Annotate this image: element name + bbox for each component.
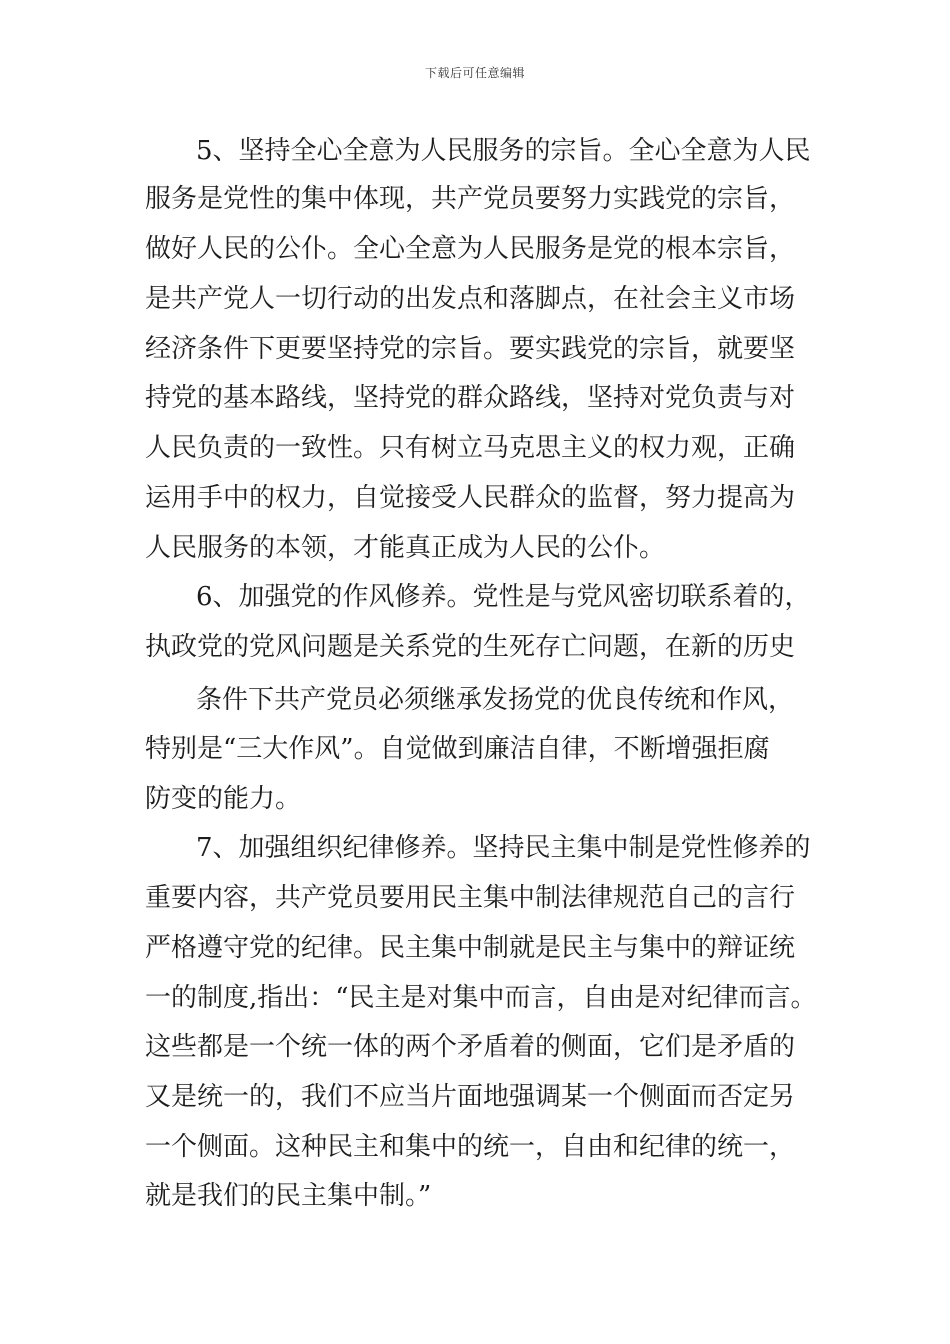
page-header: 下载后可任意编辑: [424, 66, 525, 80]
paragraph-5-line-8: 运用手中的权力，自觉接受人民群众的监督，努力提高为: [145, 483, 796, 513]
paragraph-6-line-2: 执政党的党风问题是关系党的生死存亡问题，在新的历史: [145, 632, 796, 662]
paragraph-6-line-5: 防变的能力。: [145, 784, 302, 814]
paragraph-5-line-7: 人民负责的一致性。只有树立马克思主义的权力观，正确: [145, 433, 796, 463]
paragraph-5-line-6: 持党的基本路线，坚持党的群众路线，坚持对党负责与对: [145, 383, 796, 413]
paragraph-7-line-3: 严格遵守党的纪律。民主集中制就是民主与集中的辩证统: [145, 933, 796, 963]
paragraph-6-line-1: 6、加强党的作风修养。党性是与党风密切联系着的，: [196, 582, 811, 612]
paragraph-6-line-4: 特别是“三大作风”。自觉做到廉洁自律，不断增强拒腐: [145, 734, 770, 764]
paragraph-5-line-4: 是共产党人一切行动的出发点和落脚点，在社会主义市场: [145, 284, 796, 314]
paragraph-5-line-3: 做好人民的公仆。全心全意为人民服务是党的根本宗旨，: [145, 234, 796, 264]
paragraph-5-line-1: 5、坚持全心全意为人民服务的宗旨。全心全意为人民: [196, 136, 811, 166]
paragraph-7-line-6: 又是统一的，我们不应当片面地强调某一个侧面而否定另: [145, 1082, 796, 1112]
paragraph-7-line-5: 这些都是一个统一体的两个矛盾着的侧面，它们是矛盾的: [145, 1032, 796, 1062]
paragraph-7-line-1: 7、加强组织纪律修养。坚持民主集中制是党性修养的: [196, 833, 811, 863]
paragraph-5-line-9: 人民服务的本领，才能真正成为人民的公仆。: [145, 533, 666, 563]
paragraph-5-line-5: 经济条件下更要坚持党的宗旨。要实践党的宗旨，就要坚: [145, 334, 796, 364]
paragraph-7-line-7: 一个侧面。这种民主和集中的统一，自由和纪律的统一，: [145, 1132, 796, 1162]
paragraph-7-line-4: 一的制度,指出：“民主是对集中而言，自由是对纪律而言。: [145, 983, 817, 1013]
paragraph-6-line-3: 条件下共产党员必须继承发扬党的优良传统和作风，: [196, 685, 795, 715]
paragraph-7-line-2: 重要内容，共产党员要用民主集中制法律规范自己的言行: [145, 883, 796, 913]
paragraph-7-line-8: 就是我们的民主集中制。”: [145, 1181, 432, 1211]
paragraph-5-line-2: 服务是党性的集中体现，共产党员要努力实践党的宗旨，: [145, 184, 796, 214]
